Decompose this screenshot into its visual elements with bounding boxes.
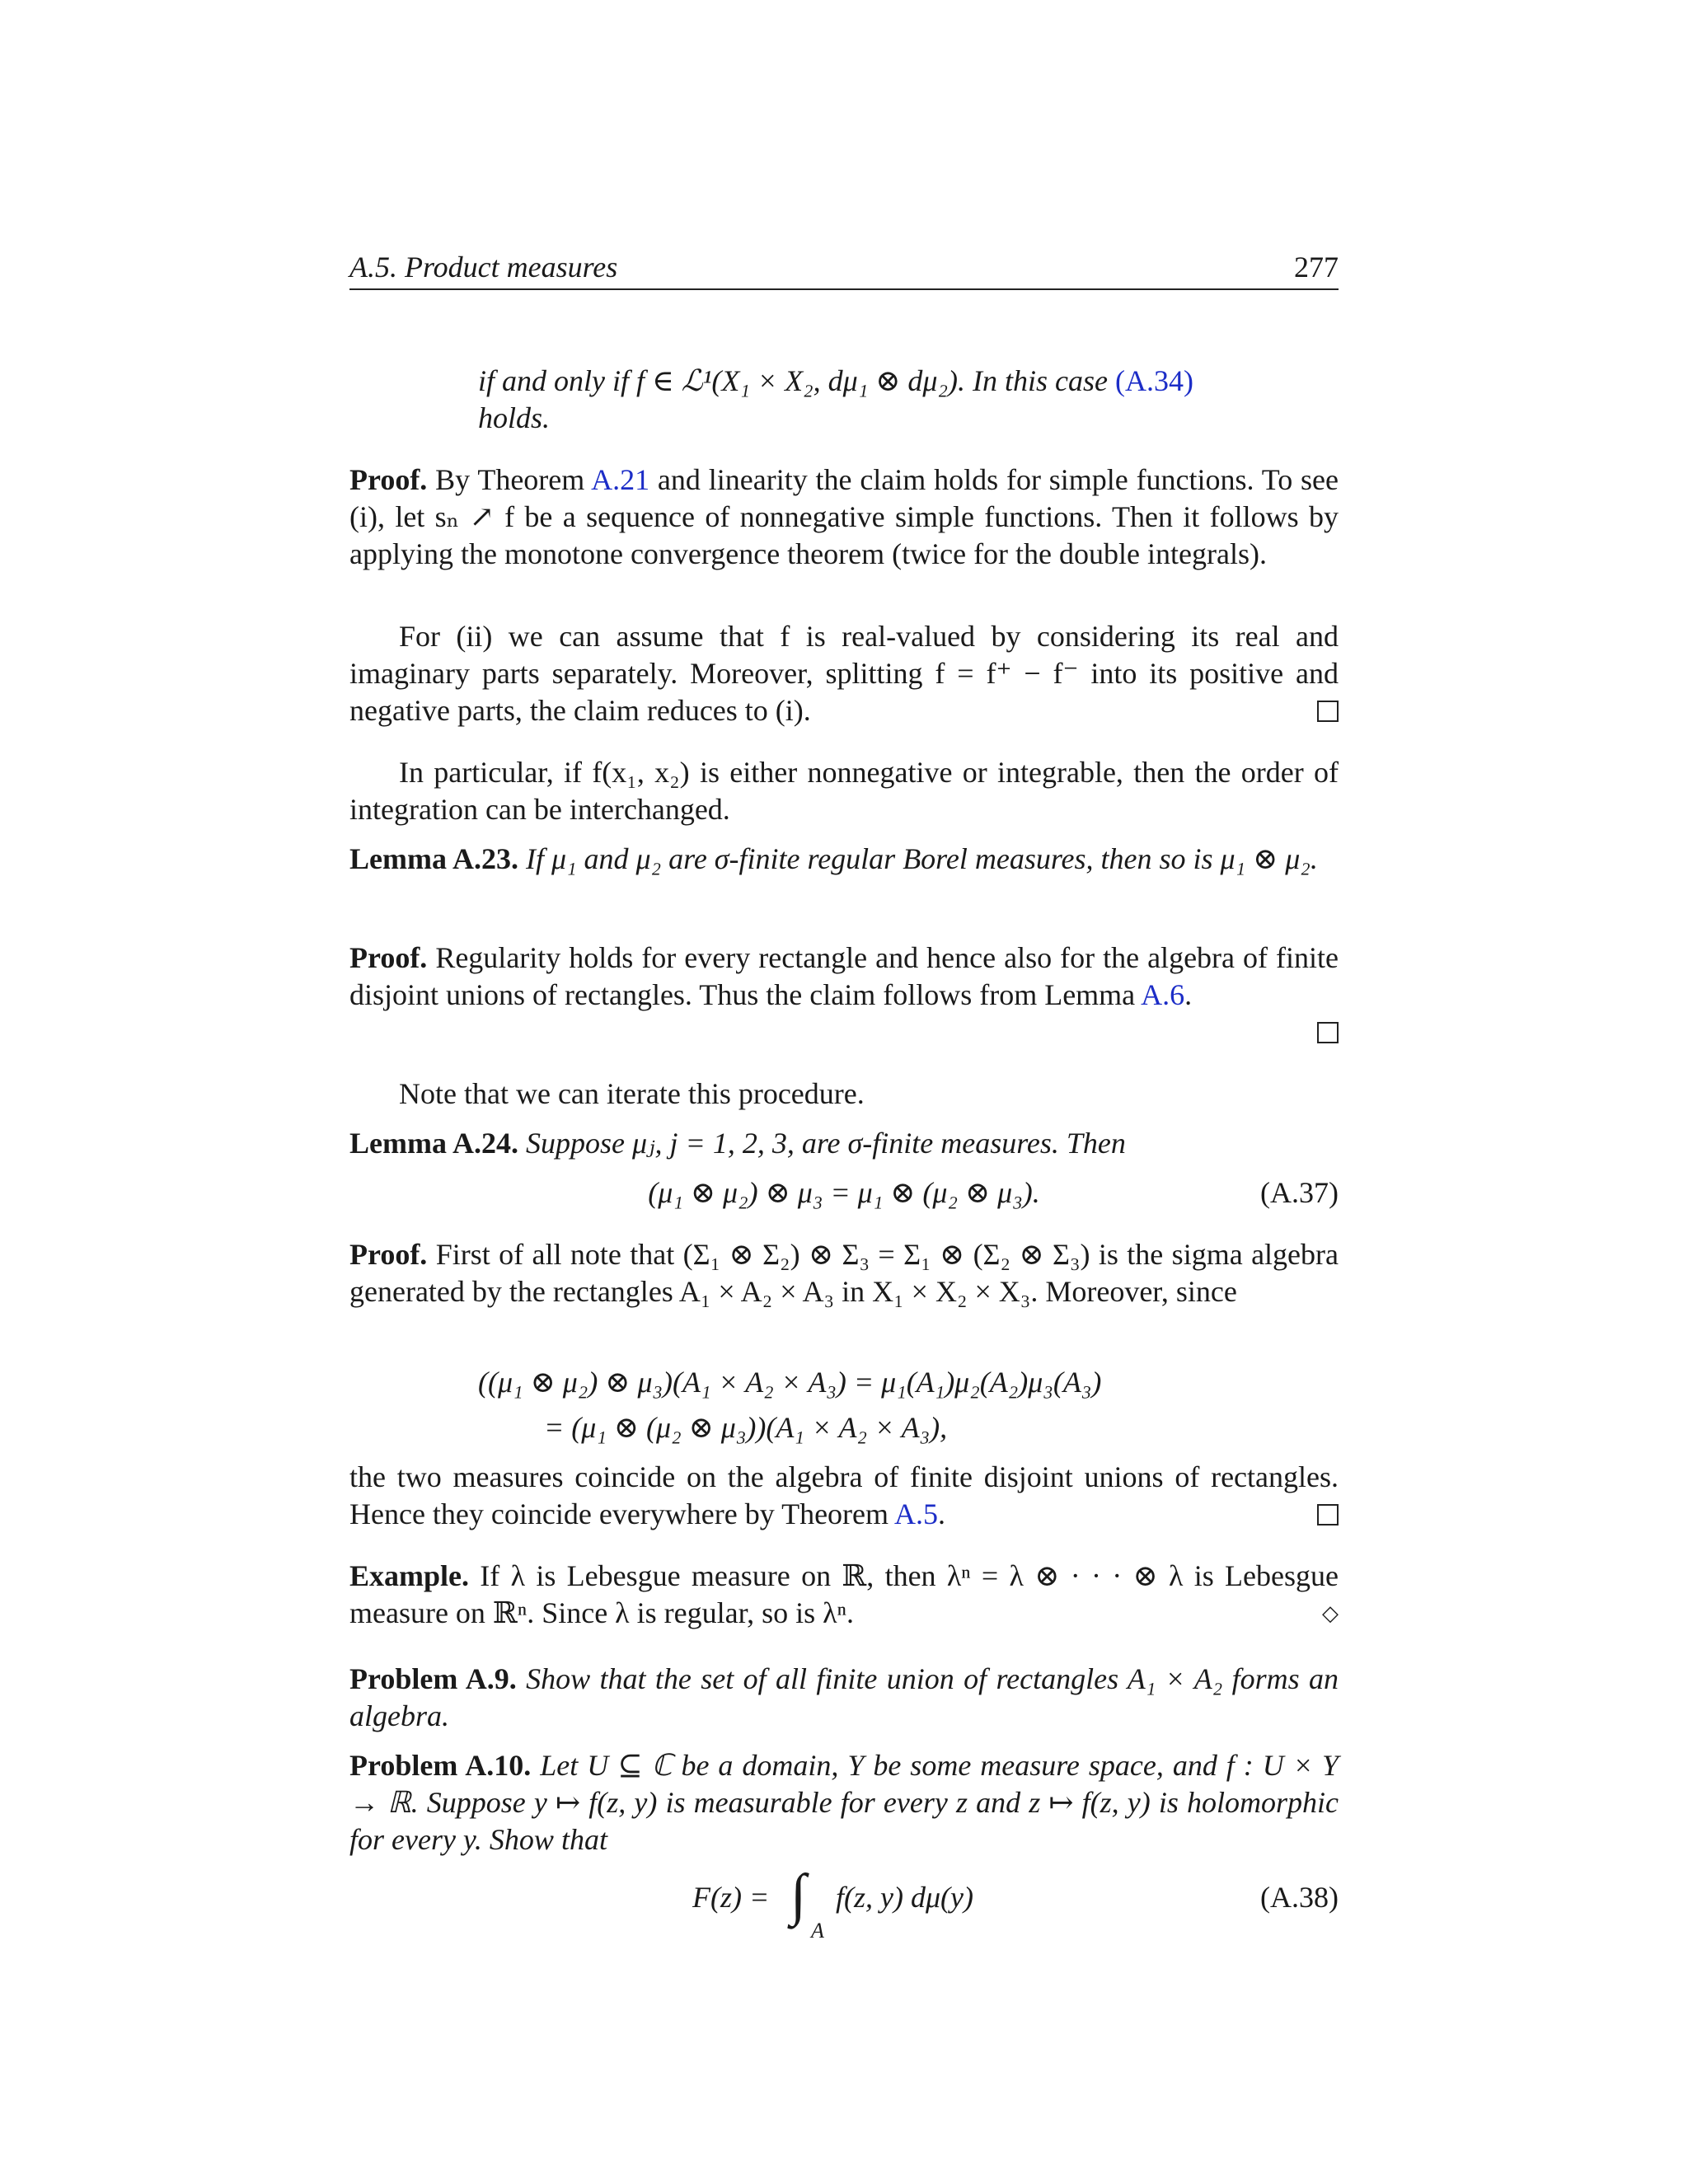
problem-a10: Problem A.10. Let U ⊆ ℂ be a domain, Y be some measure space, and f : U × Y → ℝ. Suppose y ↦ f(z, y) is measurable for every z and z ↦ f(z, y) is holomorphic for every y. Show that <box>349 1749 1339 1856</box>
equation-number: (A.37) <box>1260 1176 1339 1209</box>
page-number: 277 <box>1294 251 1339 284</box>
display-equation-line-2: = (μ₁ ⊗ (μ₂ ⊗ μ₃))(A₁ × A₂ × A₃), <box>544 1411 948 1444</box>
proof-paragraph-2: For (ii) we can assume that f is real-valued by considering its real and imaginary parts separately. Moreover, splitting f = f⁺ − f⁻ into its positive and negative parts, the claim reduces to (i). <box>349 620 1339 727</box>
example-label: Example. <box>349 1559 470 1592</box>
proof-paragraph-3: Proof. Regularity holds for every rectangle and hence also for the algebra of finite disjoint unions of rectangles. Thus the claim follows from Lemma A.6. <box>349 940 1339 1043</box>
theorem-continuation: if and only if f ∈ ℒ¹(X₁ × X₂, dμ₁ ⊗ dμ₂). In this case (A.34) holds. <box>478 364 1193 434</box>
display-equation-line-1: ((μ₁ ⊗ μ₂) ⊗ μ₃)(A₁ × A₂ × A₃) = μ₁(A₁)μ₂(A₂)μ₃(A₃) <box>478 1366 1102 1399</box>
lemma-link[interactable]: A.6 <box>1141 978 1185 1011</box>
section-title: A.5. Product measures <box>349 251 618 284</box>
integral-domain: A <box>811 1919 824 1943</box>
lemma-label: Lemma A.24. <box>349 1127 518 1160</box>
problem-label: Problem A.10. <box>349 1749 532 1782</box>
proof-paragraph: Proof. By Theorem A.21 and linearity the claim holds for simple functions. To see (i), let sₙ ↗ f be a sequence of nonnegative simple functions. Then it follows by applying the monotone convergence theorem (twice for the double integrals). <box>349 463 1339 570</box>
problem-label: Problem A.9. <box>349 1662 517 1695</box>
qed-symbol <box>1317 1504 1339 1526</box>
theorem-link[interactable]: A.21 <box>591 463 650 496</box>
paragraph: In particular, if f(x₁, x₂) is either nonnegative or integrable, then the order of integration can be interchanged. <box>349 756 1339 826</box>
lemma-a23: Lemma A.23. If μ₁ and μ₂ are σ-finite regular Borel measures, then so is μ₁ ⊗ μ₂. <box>349 842 1318 875</box>
lemma-a24: Lemma A.24. Suppose μⱼ, j = 1, 2, 3, are σ-finite measures. Then <box>349 1127 1126 1160</box>
proof-label: Proof. <box>349 941 428 974</box>
proof-label: Proof. <box>349 463 428 496</box>
qed-symbol <box>1317 701 1339 722</box>
proof-paragraph-4: Proof. First of all note that (Σ₁ ⊗ Σ₂) ⊗ Σ₃ = Σ₁ ⊗ (Σ₂ ⊗ Σ₃) is the sigma algebra generated by the rectangles A₁ × A₂ × A₃ in X₁ × X₂ × X₃. Moreover, since <box>349 1238 1339 1308</box>
qed-symbol <box>1317 1022 1339 1043</box>
equation-link[interactable]: (A.34) <box>1114 364 1193 397</box>
problem-a9: Problem A.9. Show that the set of all finite union of rectangles A₁ × A₂ forms an algebra. <box>349 1662 1339 1732</box>
theorem-link[interactable]: A.5 <box>894 1497 939 1530</box>
proof-label: Proof. <box>349 1238 428 1271</box>
proof-paragraph-5: the two measures coincide on the algebra of finite disjoint unions of rectangles. Hence they coincide everywhere by Theorem A.5. <box>349 1460 1339 1530</box>
running-header <box>349 246 1339 290</box>
end-example-diamond: ◇ <box>1322 1601 1339 1625</box>
equation-a38: F(z) = ∫ A f(z, y) dμ(y) (A.38) <box>349 1879 1339 1953</box>
integral-sign: ∫ <box>790 1863 807 1927</box>
equation-number: (A.38) <box>1260 1881 1339 1914</box>
equation-a37: (μ₁ ⊗ μ₂) ⊗ μ₃ = μ₁ ⊗ (μ₂ ⊗ μ₃). (A.37) <box>349 1174 1339 1212</box>
note-paragraph: Note that we can iterate this procedure. <box>399 1077 865 1110</box>
lemma-label: Lemma A.23. <box>349 842 518 875</box>
example-paragraph: Example. If λ is Lebesgue measure on ℝ, then λⁿ = λ ⊗ · · · ⊗ λ is Lebesgue measure on ℝⁿ. Since λ is regular, so is λⁿ. ◇ <box>349 1558 1339 1632</box>
